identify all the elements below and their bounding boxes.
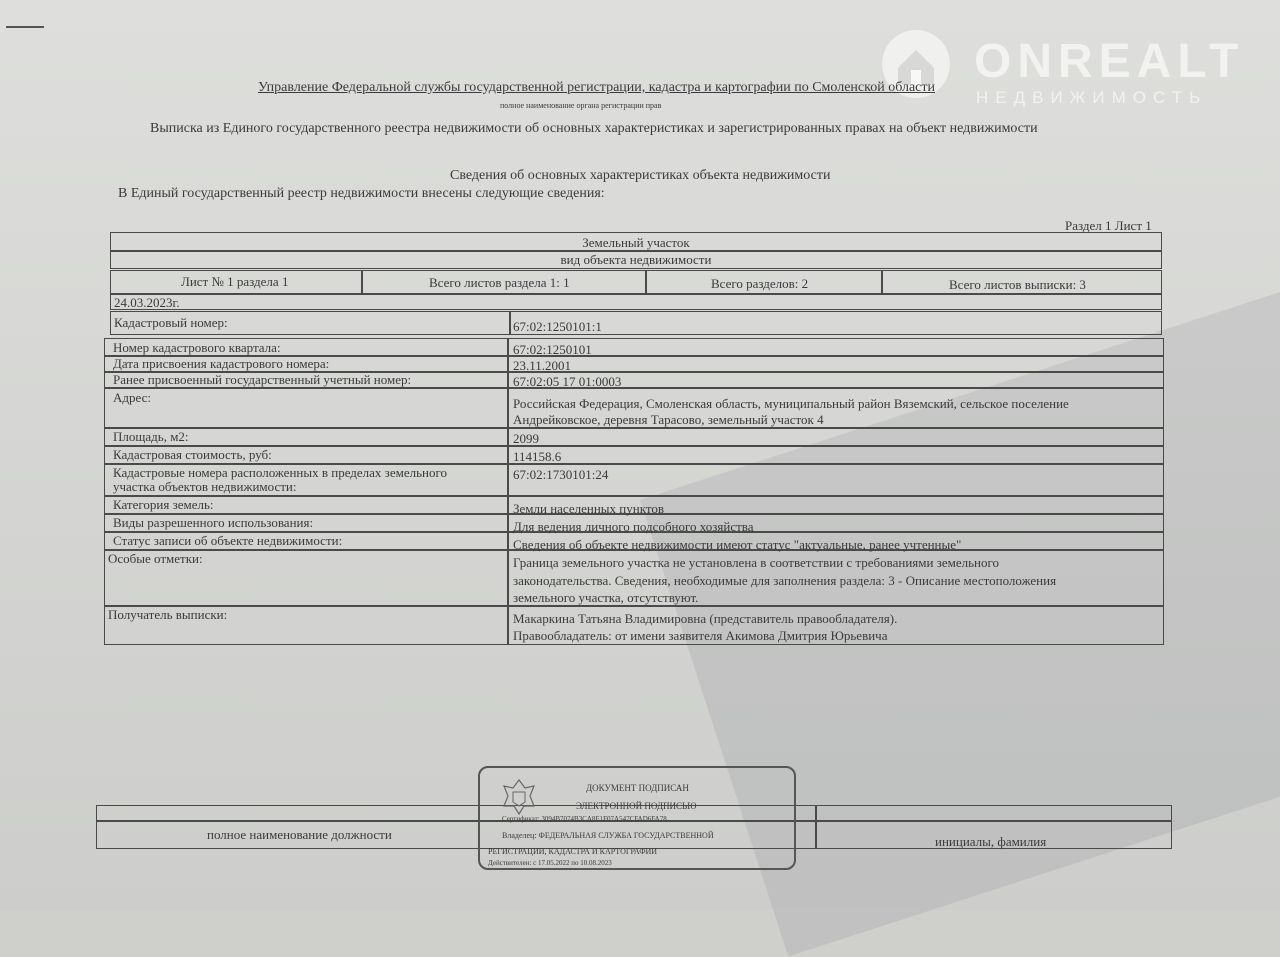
object-type-caption: вид объекта недвижимости	[560, 252, 712, 267]
permitted-use-value: Для ведения личного подсобного хозяйства	[513, 519, 754, 534]
divider	[361, 271, 363, 293]
included-objects-label-1: Кадастровые номера расположенных в пределах земельного	[113, 465, 447, 480]
prev-number-value: 67:02:05 17 01:0003	[513, 374, 622, 389]
divider	[815, 806, 817, 848]
total-extract-sheets: Всего листов выписки: 3	[949, 277, 1086, 292]
cadastral-row	[110, 311, 1162, 335]
area-value: 2099	[513, 431, 539, 446]
divider	[881, 271, 883, 293]
assign-date-value: 23.11.2001	[513, 358, 572, 373]
signature-line-1: ДОКУМЕНТ ПОДПИСАН	[586, 783, 689, 793]
record-status-value: Сведения об объекте недвижимости имеют статус "актуальные, ранее учтенные"	[513, 537, 962, 552]
sheet-info-row	[110, 270, 1162, 294]
validity: Действителен: с 17.05.2022 по 10.08.2023	[488, 859, 612, 867]
section-title: Сведения об основных характеристиках объекта недвижимости	[450, 168, 831, 183]
sheet-number: Лист № 1 раздела 1	[181, 274, 289, 289]
intro-text: В Единый государственный реестр недвижимости внесены следующие сведения:	[118, 186, 605, 201]
watermark-subtitle: НЕДВИЖИМОСТЬ	[976, 88, 1208, 107]
quarter-label: Номер кадастрового квартала:	[113, 340, 281, 355]
recipient-line-2: Правообладатель: от имени заявителя Акимова Дмитрия Юрьевича	[513, 628, 888, 643]
characteristics-table	[104, 338, 1164, 645]
land-category-value: Земли населенных пунктов	[513, 501, 664, 516]
record-status-label: Статус записи об объекте недвижимости:	[113, 533, 343, 548]
date-row	[110, 294, 1162, 310]
signature-line-2: ЭЛЕКТРОННОЙ ПОДПИСЬЮ	[576, 801, 697, 811]
land-category-label: Категория земель:	[113, 497, 214, 512]
watermark-name: ONREALT	[974, 35, 1245, 88]
cost-value: 114158.6	[513, 449, 562, 464]
included-objects-value: 67:02:1730101:24	[513, 467, 609, 482]
coat-of-arms-icon	[498, 776, 540, 818]
area-label: Площадь, м2:	[113, 429, 189, 444]
divider	[509, 312, 511, 334]
address-label: Адрес:	[113, 390, 151, 405]
special-notes-line-3: земельного участка, отсутствуют.	[513, 590, 699, 605]
divider	[105, 427, 1163, 429]
corner-mark	[6, 26, 44, 28]
document-title: Выписка из Единого государственного реестра недвижимости об основных характеристиках и зарегистрированных правах на объект недвижимости	[150, 121, 1038, 136]
recipient-line-1: Макаркина Татьяна Владимировна (представитель правообладателя).	[513, 611, 898, 626]
included-objects-label-2: участка объектов недвижимости:	[113, 479, 297, 494]
cadastral-value: 67:02:1250101:1	[513, 319, 602, 334]
prev-number-label: Ранее присвоенный государственный учетный номер:	[113, 372, 412, 387]
cadastral-label: Кадастровый номер:	[114, 315, 228, 330]
authority-caption: полное наименование органа регистрации прав	[500, 101, 662, 110]
signature-stamp	[478, 766, 796, 870]
total-sections: Всего разделов: 2	[711, 276, 809, 291]
divider	[105, 495, 1163, 497]
divider	[507, 339, 509, 644]
authority-name: Управление Федеральной службы государственной регистрации, кадастра и картографии по Смоленской области	[258, 80, 935, 95]
divider	[105, 387, 1163, 389]
special-notes-line-1: Граница земельного участка не установлена в соответствии с требованиями земельного	[513, 555, 999, 570]
address-line-2: Андрейковское, деревня Тарасово, земельный участок 4	[513, 412, 824, 427]
total-section-sheets: Всего листов раздела 1: 1	[429, 275, 570, 290]
section-number: Раздел 1 Лист 1	[1065, 218, 1152, 233]
owner-line-1: Владелец: ФЕДЕРАЛЬНАЯ СЛУЖБА ГОСУДАРСТВЕННОЙ	[502, 831, 714, 840]
divider	[105, 605, 1163, 607]
watermark	[882, 30, 1262, 120]
position-caption: полное наименование должности	[207, 827, 392, 842]
assign-date-label: Дата присвоения кадастрового номера:	[113, 356, 330, 371]
certificate-number: Сертификат: 3094B7074B3CA8E1F07A547CFAD6FA78	[502, 815, 667, 823]
special-notes-label: Особые отметки:	[108, 551, 203, 566]
quarter-value: 67:02:1250101	[513, 342, 592, 357]
owner-line-2: РЕГИСТРАЦИИ, КАДАСТРА И КАРТОГРАФИИ	[488, 847, 658, 856]
divider	[645, 271, 647, 293]
recipient-label: Получатель выписки:	[108, 607, 228, 622]
initials-caption: инициалы, фамилия	[935, 834, 1047, 849]
object-type: Земельный участок	[582, 235, 690, 250]
cost-label: Кадастровая стоимость, руб:	[113, 447, 272, 462]
permitted-use-label: Виды разрешенного использования:	[113, 515, 314, 530]
extract-date: 24.03.2023г.	[114, 295, 180, 310]
special-notes-line-2: законодательства. Сведения, необходимые для заполнения раздела: 3 - Описание местоположения	[513, 573, 1057, 588]
object-type-box	[110, 232, 1162, 269]
address-line-1: Российская Федерация, Смоленская область, муниципальный район Вяземский, сельское поселение	[513, 396, 1069, 411]
